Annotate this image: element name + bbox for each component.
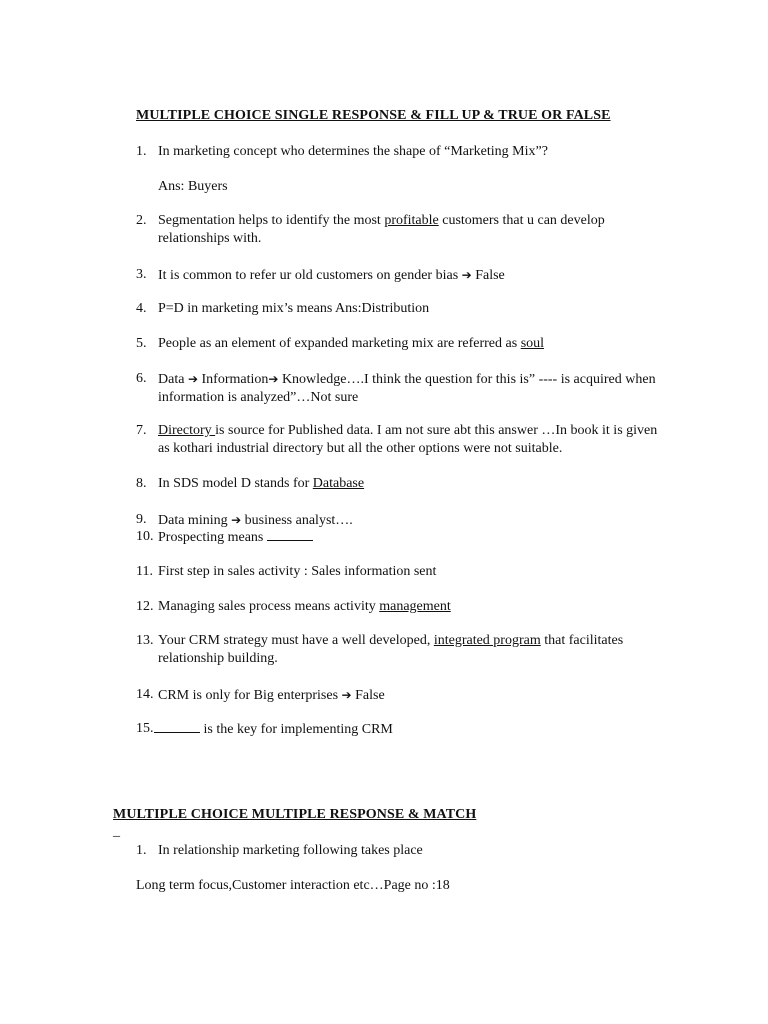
question-text: In relationship marketing following takes place xyxy=(158,843,423,858)
underlined-answer: soul xyxy=(520,336,545,351)
text-segment: Segmentation helps to identify the most xyxy=(158,213,385,228)
text-segment: is the key for implementing CRM xyxy=(200,722,393,737)
question-text xyxy=(158,212,658,248)
right-arrow-icon: ➔ xyxy=(341,688,352,702)
text-segment: CRM is only for Big enterprises xyxy=(158,688,342,703)
section2-dash: _ xyxy=(113,824,120,839)
text-segment: Information xyxy=(198,372,269,387)
underlined-answer: profitable xyxy=(384,213,439,228)
question-number: 14. xyxy=(136,687,154,702)
question-text xyxy=(158,370,658,407)
text-segment: is source for Published data. I am not sure abt this answer …In book it is given as kothari industrial directory but all the other options were not suitable. xyxy=(158,423,658,456)
text-segment: Knowledge….I think the question for this is” ---- is acquired when information is analyzed”…Not sure xyxy=(158,372,656,405)
text-segment: Prospecting means xyxy=(158,530,267,545)
text-segment: Data mining xyxy=(158,513,232,528)
right-arrow-icon: ➔ xyxy=(461,268,472,282)
text-segment: customers that u can develop relationships with. xyxy=(158,213,605,246)
text-segment: People as an element of expanded marketing mix are referred as xyxy=(158,336,521,351)
section2-answer: Long term focus,Customer interaction etc…Page no :18 xyxy=(136,878,450,893)
question-number: 1. xyxy=(136,843,147,858)
text-segment: business analyst…. xyxy=(241,513,353,528)
section1-heading: MULTIPLE CHOICE SINGLE RESPONSE & FILL UP & TRUE OR FALSE xyxy=(136,108,611,123)
section2-heading: MULTIPLE CHOICE MULTIPLE RESPONSE & MATCH xyxy=(113,807,477,822)
question-text: P=D in marketing mix’s means Ans:Distribution xyxy=(158,301,430,316)
question-number: 3. xyxy=(136,267,147,282)
question-number: 11. xyxy=(136,564,153,579)
question-number: 13. xyxy=(136,633,154,648)
question-text xyxy=(158,422,658,458)
question-text xyxy=(158,528,658,547)
question-number: 15. xyxy=(136,721,154,736)
fill-in-blank xyxy=(267,528,313,541)
fill-in-blank xyxy=(154,720,200,733)
question-text xyxy=(158,335,658,353)
text-segment: Data xyxy=(158,372,188,387)
question-number: 9. xyxy=(136,512,147,527)
question-text xyxy=(158,475,658,493)
question-text: First step in sales activity : Sales information sent xyxy=(158,564,437,579)
question-number: 7. xyxy=(136,423,147,438)
text-segment: that facilitates relationship building. xyxy=(158,633,624,666)
question-text xyxy=(158,266,658,285)
text-segment: It is common to refer ur old customers on gender bias xyxy=(158,268,462,283)
question-text: In marketing concept who determines the shape of “Marketing Mix”? xyxy=(158,144,548,159)
question-number: 5. xyxy=(136,336,147,351)
text-segment: Managing sales process means activity xyxy=(158,599,380,614)
question-number: 6. xyxy=(136,371,147,386)
question-number: 2. xyxy=(136,213,147,228)
question-number: 12. xyxy=(136,599,154,614)
question-number: 10. xyxy=(136,529,154,544)
question-number: 1. xyxy=(136,144,147,159)
answer-1: Ans: Buyers xyxy=(158,179,228,194)
text-segment: False xyxy=(351,688,385,703)
text-segment: False xyxy=(471,268,505,283)
underlined-answer: integrated program xyxy=(433,633,541,648)
right-arrow-icon: ➔ xyxy=(268,372,279,386)
question-text xyxy=(158,686,658,705)
question-text xyxy=(158,632,658,668)
underlined-answer: Database xyxy=(312,476,365,491)
question-text xyxy=(154,720,654,739)
underlined-answer: management xyxy=(379,599,451,614)
question-number: 8. xyxy=(136,476,147,491)
text-segment: In SDS model D stands for xyxy=(158,476,313,491)
right-arrow-icon: ➔ xyxy=(231,513,242,527)
text-segment: Your CRM strategy must have a well developed, xyxy=(158,633,434,648)
right-arrow-icon: ➔ xyxy=(187,372,198,386)
underlined-answer: Directory xyxy=(158,423,216,438)
question-number: 4. xyxy=(136,301,147,316)
question-text xyxy=(158,598,658,616)
